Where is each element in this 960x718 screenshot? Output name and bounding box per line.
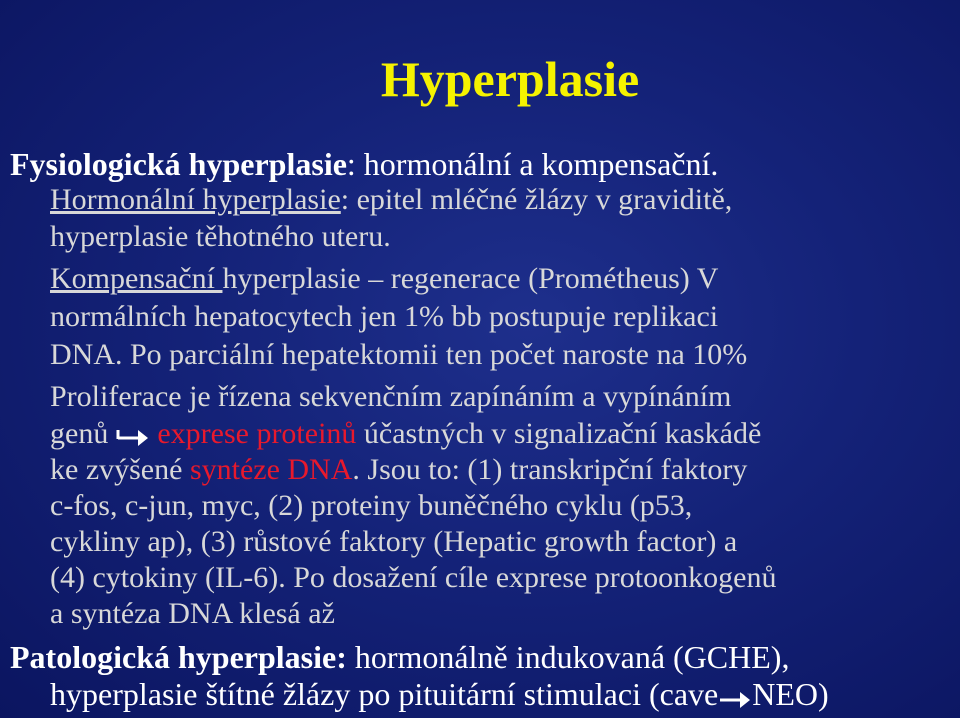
line-text: : epitel mléčné žlázy v graviditě,	[340, 183, 733, 216]
line-dna-synthesis	[50, 453, 747, 486]
term-physiological: Fysiologická hyperplasie	[10, 146, 347, 182]
term-hormonal: Hormonální hyperplasie	[50, 183, 341, 216]
line-text: hyperplasie štítné žlázy po pituitární stimulaci (cave	[50, 676, 719, 712]
term-compensatory: Kompensační	[50, 262, 223, 295]
arrow-right-icon	[116, 425, 150, 447]
line-physiological-hyperplasia	[10, 147, 718, 182]
line-pathological-hyperplasia	[10, 640, 789, 675]
line-text: . Jsou to: (1) transkripční faktory	[352, 453, 748, 486]
line-text-10: c-fos, c-jun, myc, (2) proteiny buněčného cyklu (p53,	[50, 489, 693, 522]
term-pathological: Patologická hyperplasie:	[10, 639, 347, 675]
line-text: účastných v signalizační kaskádě	[356, 417, 762, 450]
slide-title: Hyperplasie	[380, 51, 640, 107]
line-text: genů	[50, 417, 116, 450]
line-text-11: cykliny ap), (3) růstové faktory (Hepatic growth factor) a	[50, 525, 738, 558]
arrow-right-icon	[718, 687, 752, 709]
line-text: ke zvýšené	[50, 453, 190, 486]
line-compensatory-hyperplasia	[50, 262, 718, 295]
line-hormonal-hyperplasia	[50, 183, 732, 216]
line-text: hyperplasie – regenerace (Prométheus) V	[222, 262, 719, 295]
line-text-3: hyperplasie těhotného uteru.	[50, 220, 391, 253]
line-gene-expression	[50, 417, 761, 450]
line-text-7: Proliferace je řízena sekvenčním zapínáním a vypínáním	[50, 380, 732, 413]
line-text-5: normálních hepatocytech jen 1% bb postupuje replikaci	[50, 300, 719, 333]
line-thyroid-hyperplasia	[50, 677, 829, 712]
line-text-13: a syntéza DNA klesá až	[50, 597, 335, 630]
line-text: hormonálně indukovaná (GCHE),	[346, 639, 790, 675]
highlight-protein-expression: exprese proteinů	[157, 417, 357, 450]
line-text: : hormonální a kompensační.	[346, 146, 719, 182]
highlight-dna-synthesis: syntéze DNA	[189, 453, 353, 486]
line-text-6: DNA. Po parciální hepatektomii ten počet naroste na 10%	[50, 338, 748, 371]
line-text-12: (4) cytokiny (IL-6). Po dosažení cíle exprese protoonkogenů	[50, 561, 777, 594]
line-text: NEO)	[752, 676, 829, 712]
